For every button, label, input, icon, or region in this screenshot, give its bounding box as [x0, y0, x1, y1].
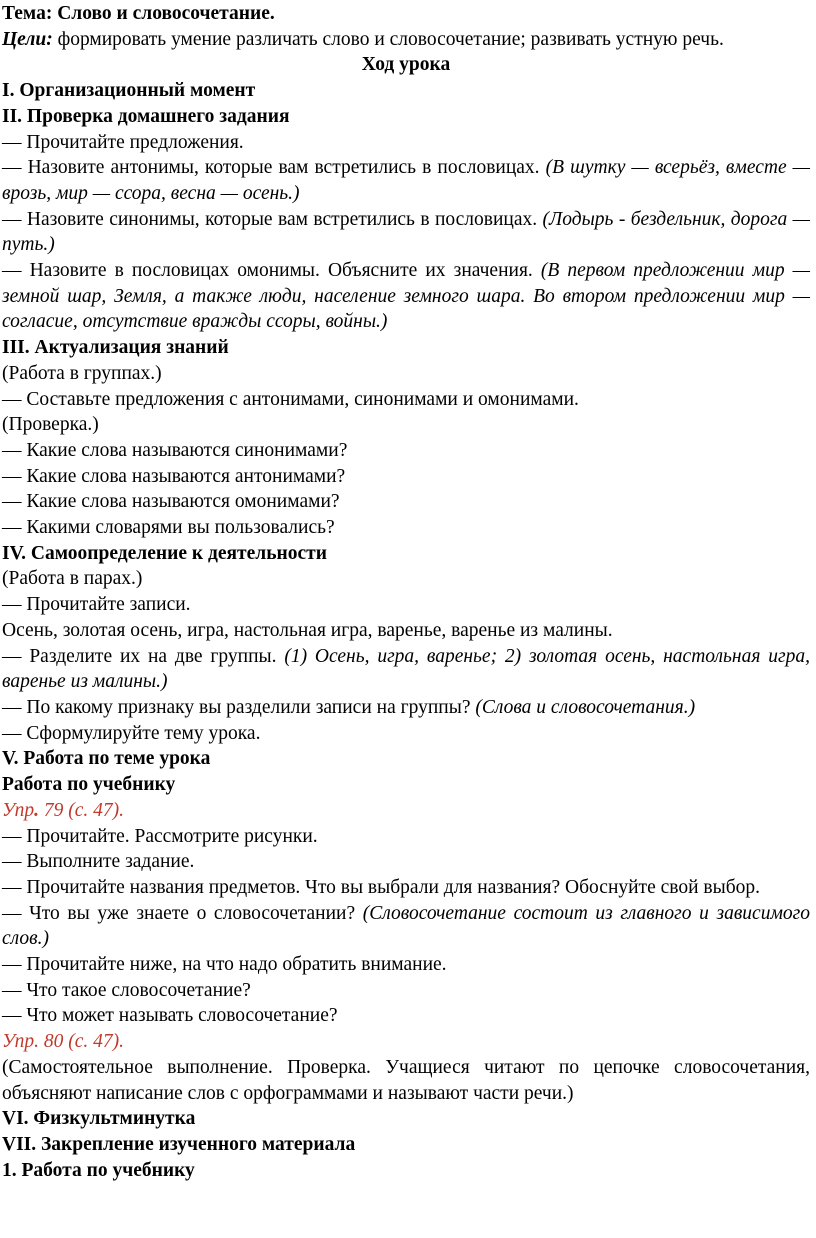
exercise-80-ref: Упр. 80 (с. 47).: [2, 1031, 124, 1053]
s2-line-2-text: — Назовите антонимы, которые вам встретились в пословицах.: [2, 157, 540, 179]
s5-line-4: [2, 901, 810, 952]
s5-line-5: — Прочитайте ниже, на что надо обратить внимание.: [2, 954, 447, 976]
s4-line-2: — Прочитайте записи.: [2, 594, 191, 616]
s3-line-4: — Какие слова называются синонимами?: [2, 439, 348, 461]
s2-line-3-answer: (Лодырь - бездельник, дорога — путь.): [2, 208, 810, 256]
section-4-title: IV. Самоопределение к деятельности: [2, 542, 327, 564]
goals-value: формировать умение различать слово и словосочетание; развивать устную речь.: [57, 28, 724, 50]
topic-value: Слово и словосочетание.: [57, 3, 275, 24]
s5-line-1: — Прочитайте. Рассмотрите рисунки.: [2, 825, 318, 847]
section-5-title: V. Работа по теме урока: [2, 748, 211, 770]
section-1-title: I. Организационный момент: [2, 80, 256, 102]
s4-line-5-text: — По какому признаку вы разделили записи на группы?: [2, 696, 471, 718]
exercise-79-number: 79 (с. 47).: [38, 799, 124, 821]
s2-line-2: [2, 155, 810, 206]
s5-subtitle: Работа по учебнику: [2, 774, 176, 796]
s4-line-4: [2, 644, 810, 695]
topic-label: Тема:: [2, 3, 53, 24]
s4-line-5: [2, 695, 810, 721]
s3-line-3: (Проверка.): [2, 414, 99, 436]
s4-line-3: Осень, золотая осень, игра, настольная игра, варенье, варенье из малины.: [2, 619, 613, 641]
exercise-79-dot: .: [34, 799, 39, 821]
s5-line-3: — Прочитайте названия предметов. Что вы выбрали для названия? Обоснуйте свой выбор.: [2, 876, 761, 898]
s5-line-4-text: — Что вы уже знаете о словосочетании?: [2, 902, 356, 924]
goals-label: Цели:: [2, 28, 53, 50]
s5-line-8: (Самостоятельное выполнение. Проверка. Учащиеся читают по цепочке словосочетания, объясняют написание слов с орфограммами и называют части речи.): [2, 1056, 810, 1104]
s5-line-7: — Что может называть словосочетание?: [2, 1005, 338, 1027]
s2-line-3-text: — Назовите синонимы, которые вам встретились в пословицах.: [2, 208, 538, 230]
section-3-title: III. Актуализация знаний: [2, 337, 229, 359]
section-7-title: VII. Закрепление изученного материала: [2, 1133, 356, 1155]
s5-line-6: — Что такое словосочетание?: [2, 979, 251, 1001]
s2-line-4-text: — Назовите в пословицах омонимы. Объясните их значения.: [2, 260, 533, 282]
section-6-title: VI. Физкультминутка: [2, 1108, 196, 1130]
lesson-heading: Ход урока: [361, 54, 451, 76]
s4-line-6: — Сформулируйте тему урока.: [2, 722, 261, 744]
s3-line-6: — Какие слова называются омонимами?: [2, 491, 340, 513]
s3-line-1: (Работа в группах.): [2, 362, 162, 384]
s3-line-7: — Какими словарями вы пользовались?: [2, 517, 335, 539]
s2-line-2-answer: (В шутку — всерьёз, вместе — врозь, мир — ссора, весна — осень.): [2, 157, 811, 204]
s4-line-5-answer: (Слова и словосочетания.): [475, 696, 696, 718]
s4-line-1: (Работа в парах.): [2, 568, 143, 590]
goals-line: [2, 27, 810, 53]
exercise-79-abbr: Упр: [2, 799, 35, 821]
exercise-79-ref: [2, 798, 810, 824]
s2-line-1: — Прочитайте предложения.: [2, 131, 244, 153]
s3-line-2: — Составьте предложения с антонимами, синонимами и омонимами.: [2, 388, 579, 410]
s2-line-4: [2, 258, 810, 335]
s4-line-4-text: — Разделите их на две группы.: [2, 645, 277, 667]
s4-line-4-answer: (1) Осень, игра, варенье; 2) золотая осень, настольная игра, варенье из малины.): [2, 645, 810, 693]
section-2-title: II. Проверка домашнего задания: [2, 105, 290, 127]
s3-line-5: — Какие слова называются антонимами?: [2, 465, 346, 487]
topic-line: [2, 1, 810, 27]
s7-subtitle-1: 1. Работа по учебнику: [2, 1159, 195, 1181]
s2-line-4-answer: (В первом предложении мир — земной шар, Земля, а также люди, население земного шара. Во втором предложении мир — согласие, отсутствие вражды ссоры, войны.): [2, 260, 811, 333]
s2-line-3: [2, 207, 810, 258]
s5-line-4-answer: (Словосочетание состоит из главного и зависимого слов.): [2, 902, 811, 950]
s5-line-2: — Выполните задание.: [2, 851, 195, 873]
